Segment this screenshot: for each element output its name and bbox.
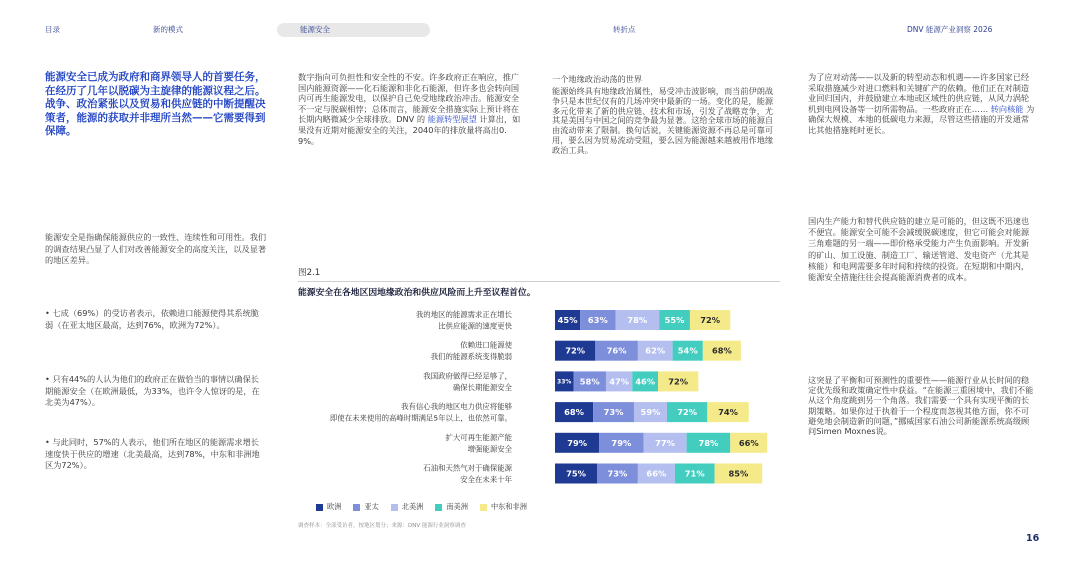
bar-value-label: 58% xyxy=(579,376,600,387)
chart-legend xyxy=(316,502,527,512)
figure-label: 图2.1 xyxy=(298,268,321,278)
bar-value-label: 78% xyxy=(627,314,648,325)
legend-label: 欧洲 xyxy=(327,502,342,511)
body-text: 为了应对动荡——以及新的转型动态和机遇——许多国家已经采取措施减少对进口燃料和关键矿产的依赖。他们正在对制造业回归国内，并鼓励建立本地或区域性的供应链，从风力涡轮机到电网设备等一切所需物品。一些政府正在…… xyxy=(808,72,1030,114)
chart-row xyxy=(416,310,730,331)
legend-swatch xyxy=(316,504,323,511)
legend-label: 中东和非洲 xyxy=(490,502,527,511)
category-label: 我有信心我的地区电力供应将能够 xyxy=(401,402,512,412)
energy-transition-outlook-link[interactable]: 能源转型展望 xyxy=(427,114,477,125)
legend-swatch xyxy=(391,504,398,511)
legend-label: 南美洲 xyxy=(446,502,468,511)
bar-value-label: 46% xyxy=(635,376,656,387)
nav-toc[interactable]: 目录 xyxy=(45,25,60,34)
figure-divider xyxy=(298,281,780,282)
body-text: 为确保大规模、本地的低碳电力来源，尽管这些措施的开发通常比其他措施耗时更长。 xyxy=(808,103,1035,135)
figure-footnote: 调查样本：全部受访者，按地区划分；来源：DNV 能源行业洞察调查 xyxy=(298,523,466,529)
subsection-heading: 一个地缘政治动荡的世界 xyxy=(552,74,643,84)
legend-label: 亚太 xyxy=(364,502,379,511)
legend-swatch xyxy=(480,504,487,511)
category-label: 扩大可再生能源产能 xyxy=(445,432,512,442)
bar-value-label: 79% xyxy=(611,437,632,448)
chart-row xyxy=(445,433,767,454)
legend-swatch xyxy=(353,504,360,511)
bullet-item: • 只有44%的人认为他们的政府正在做恰当的事情以确保长期能源安全（在欧洲最低，为33%，也许令人惊讶的是，在北美为47%）。 xyxy=(45,374,267,409)
category-label: 依赖进口能源使 xyxy=(460,340,512,350)
category-label: 即使在未来使用的高峰时期满足5年以上，也依然可靠。 xyxy=(329,413,512,423)
bar-value-label: 33% xyxy=(557,378,572,386)
legend-item xyxy=(391,502,424,512)
nav-publication-title[interactable]: DNV 能源产业洞察 2026 xyxy=(907,25,993,34)
legend-item xyxy=(353,502,378,512)
body-paragraph-col2 xyxy=(298,72,522,146)
category-label: 我们的能源系统变得脆弱 xyxy=(430,352,512,362)
legend-item xyxy=(435,502,468,512)
nav-new-model[interactable]: 新的模式 xyxy=(153,25,183,34)
bar-value-label: 72% xyxy=(677,407,698,418)
bar-value-label: 71% xyxy=(684,468,705,479)
category-label: 我的地区的能源需求正在增长 xyxy=(415,310,512,319)
stacked-bar-chart xyxy=(298,298,788,490)
legend-label: 北美洲 xyxy=(401,502,424,511)
nav-current-section-pill[interactable] xyxy=(277,23,430,37)
bar-value-label: 54% xyxy=(677,345,698,356)
bar-value-label: 79% xyxy=(567,437,588,448)
bar-value-label: 72% xyxy=(700,314,721,325)
legend-swatch xyxy=(435,504,442,511)
bar-value-label: 55% xyxy=(664,314,685,325)
chart-title: 能源安全在各地区因地缘政治和供应风险而上升至议程首位。 xyxy=(298,288,536,298)
body-paragraph-col4-3: 这突显了平衡和可预测性的重要性——能源行业从长时间的稳定优先级和政策确定性中获益。“在能源三重困境中，我们不能从这个角度跳到另一个角落。我们需要一个具有实现平衡的长期策略。如果你过于执着于一个程度而忽视其他方面，你不可避免地会制造新的问题，”挪威国家石油公司新能源系统高级顾问Simen Moxnes说。 xyxy=(808,375,1034,437)
body-text: 数字指向可负担性和安全性的不安。许多政府正在响应，推广国内能源资源——化石能源和非化石能源，但许多也会转向国内可再生能源发电，以保护自己免受地缘政治冲击。能源安全不一定与脱碳相悖；总体而言，能源安全措施实际上预计将在长期内略微减少全球排放。DNV 的 xyxy=(298,72,520,125)
bar-value-label: 47% xyxy=(609,376,630,387)
bar-value-label: 75% xyxy=(566,468,586,479)
body-text: 计算出，如果没有近期对能源安全的关注，2040年的排放量将高出0.9%。 xyxy=(298,114,521,146)
bar-value-label: 59% xyxy=(640,407,661,418)
bar-value-label: 78% xyxy=(698,437,719,448)
bar-value-label: 66% xyxy=(646,468,667,479)
nav-current-section-label: 能源安全 xyxy=(300,25,330,34)
bar-value-label: 63% xyxy=(587,314,608,325)
bar-value-label: 74% xyxy=(718,407,738,418)
bar-value-label: 45% xyxy=(557,314,578,325)
category-label: 比供应能源的速度更快 xyxy=(438,321,512,331)
bullet-item: • 七成（69%）的受访者表示，依赖进口能源使得其系统脆弱（在亚太地区最高，达到76%，欧洲为72%）。 xyxy=(45,307,267,331)
body-paragraph-col3: 能源始终具有地缘政治属性，易受冲击波影响，而当前伊朗战争只是本世纪仅有的几场冲突中最新的一场。变化的是，能源多元化带来了新的供应链、技术和市场，引发了战略竞争，尤其是美国与中国之间的竞争最为显著。这给全球市场的能源自由流动带来了限制。换句话说，关键能源资源不再总是可靠可用，要么因为贸易流动受阻，要么因为能源越来越被用作地缘政治工具。 xyxy=(552,86,774,155)
category-label: 安全在未来十年 xyxy=(460,475,512,484)
chart-row xyxy=(423,371,698,392)
bar-value-label: 73% xyxy=(603,407,624,418)
section-headline: 能源安全已成为政府和商界领导人的首要任务，在经历了几年以脱碳为主旋律的能源议程之后。战争、政治紧张以及贸易和供应链的中断提醒决策者，能源的获取并非理所当然——它需要得到保障。 xyxy=(45,71,266,138)
bar-value-label: 72% xyxy=(668,376,689,387)
bar-value-label: 68% xyxy=(564,407,584,418)
category-label: 石油和天然气对于确保能源 xyxy=(423,463,512,473)
bar-value-label: 85% xyxy=(728,468,749,479)
body-paragraph-col4-2: 国内生产能力和替代供应链的建立是可能的，但这既不迅速也不便宜。能源安全可能不会减缓脱碳速度，但它可能会对能源三角难题的另一端——即价格承受能力产生负面影响。开发新的矿山、加工设施、制造工厂、输送管道、发电资产（尤其是核能）和电网需要多年时间和持续的投资。在短期和中期内，能源安全措施往往会提高能源消费者的成本。 xyxy=(808,216,1030,283)
category-label: 确保长期能源安全 xyxy=(452,382,512,392)
legend-item xyxy=(316,502,341,512)
bar-value-label: 62% xyxy=(645,345,666,356)
nav-turning-point[interactable]: 转折点 xyxy=(613,25,636,34)
category-label: 增强能源安全 xyxy=(467,444,512,454)
bar-value-label: 66% xyxy=(738,437,759,448)
body-paragraph-col4-1 xyxy=(808,72,1036,136)
bar-value-label: 73% xyxy=(607,468,628,479)
chart-row xyxy=(431,341,741,362)
intro-paragraph: 能源安全是指确保能源供应的一致性、连续性和可用性。我们的调查结果凸显了人们对改善能源安全的高度关注，以及显著的地区差异。 xyxy=(45,232,267,265)
bar-value-label: 76% xyxy=(606,345,627,356)
nuclear-link[interactable]: 转向核能 xyxy=(990,103,1024,114)
bar-value-label: 68% xyxy=(711,345,732,356)
bar-value-label: 77% xyxy=(655,437,675,448)
page-number: 16 xyxy=(1026,533,1040,544)
chart-row xyxy=(330,402,749,424)
bar-value-label: 72% xyxy=(565,345,586,356)
chart-row xyxy=(423,464,762,485)
category-label: 我国政府做得已经足够了， xyxy=(423,371,512,381)
legend-item xyxy=(480,502,527,512)
bullet-item: • 与此同时，57%的人表示，他们所在地区的能源需求增长速度快于供应的增速（北美最高，达到78%，中东和非洲地区为72%）。 xyxy=(45,437,267,472)
